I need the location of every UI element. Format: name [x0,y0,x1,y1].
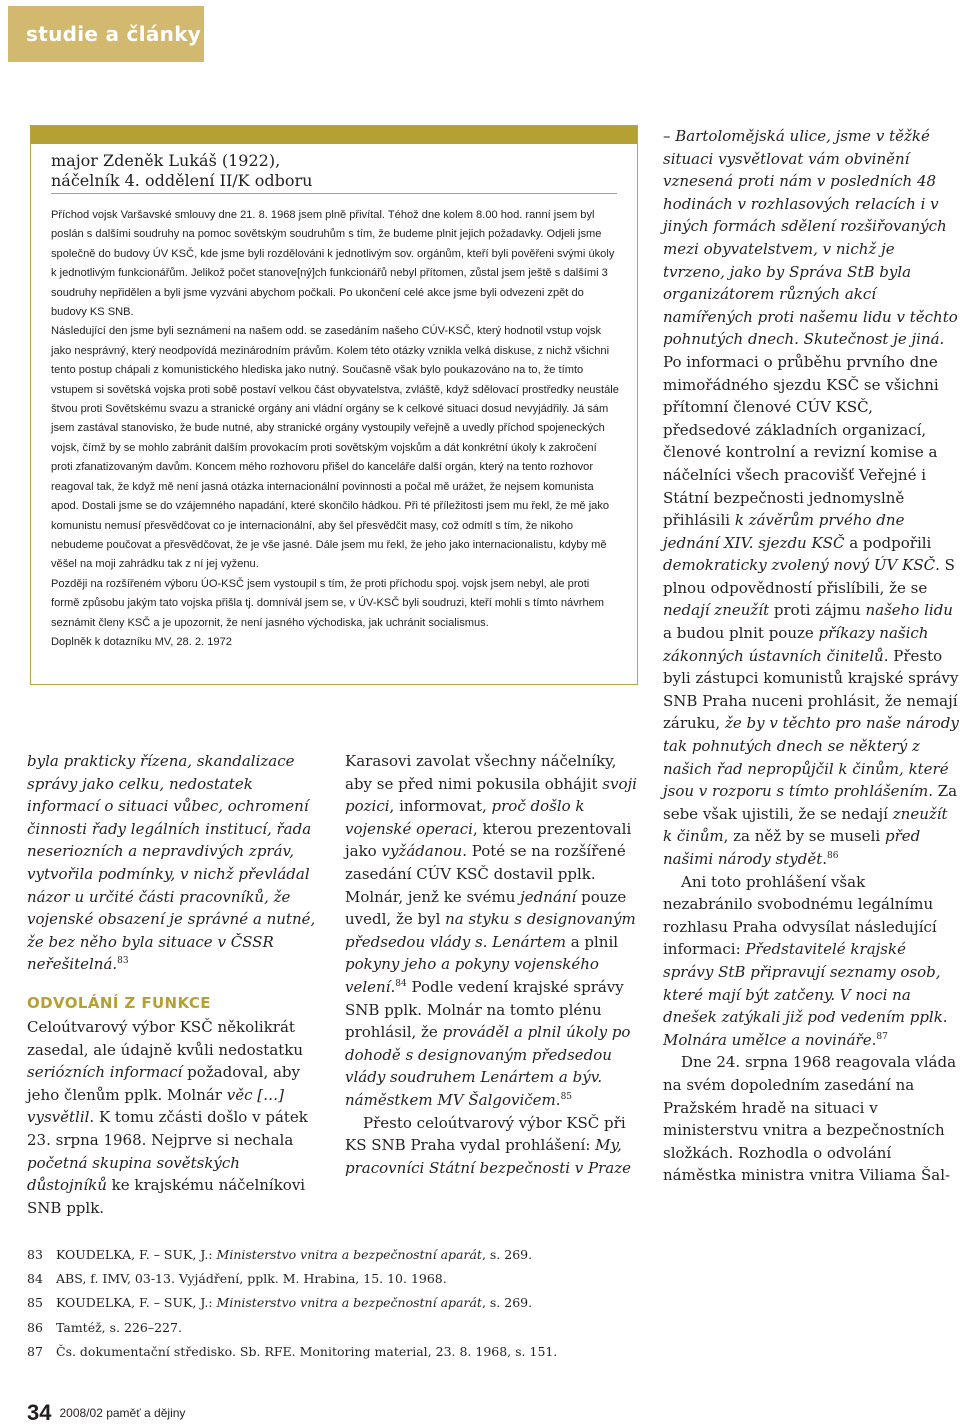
italic-run: k závěrům prvého dne jednání XIV. sjezdu KSČ [663,511,905,552]
document-box [30,125,638,685]
text-run: . [555,1090,561,1109]
text-run: Přesto celoútvarový výbor KSČ při KS SNB Praha vydal prohlášení: [345,1113,626,1155]
paragraph [663,125,959,871]
footnote-87 [27,1340,927,1364]
italic-run: věc […] vysvětlil [27,1085,284,1127]
italic-run: proč došlo k vojenské operaci [345,797,585,838]
italic-run: My, pracovníci Státní bezpečnosti v Praze [345,1136,632,1177]
section-heading: ODVOLÁNÍ Z FUNKCE [27,993,211,1012]
footnote-text [56,1243,532,1267]
footnote-ref-83: 83 [117,956,129,967]
column-2 [345,750,641,1179]
italic-run: – Bartolomějská ulice, jsme v těžké situaci vysvětlovat vám obvinění vznesená proti nám v posledních 48 hodinách v rozhlasových relacích i v jiných formách sdělení rozšiřovaných mezi obyvatelstvem, v nichž je tvrzeno, jako by Správa StB byla organizátorem různých akcí namířených proti našemu lidu v těchto pohnutých dnech. Skutečnost je jiná. [663,127,958,349]
text-run: KOUDELKA, F. – SUK, J.: [56,1295,217,1311]
text-run: Po informaci o průběhu prvního dne mimořádného sjezdu KSČ se všichni přítomní členové CÚV KSČ, předsedové základních organizací, členové kontrolní a revizní komise a náčelníci všech pracovišť Veřejné i Státní bezpečnosti jednomyslně přihlásili [663,352,939,530]
footnote-text [56,1340,557,1364]
text-run: Čs. dokumentační středisko. Sb. RFE. Monitoring material, 23. 8. 1968, s. 151. [56,1343,558,1359]
box-heading-role: náčelník 4. oddělení II/K odboru [51,171,313,190]
text-run: , s. 269. [481,1247,533,1262]
paragraph [663,871,959,1052]
text-run: Podle vedení krajské správy SNB pplk. Molnár na tomto plénu prohlásil, že [345,977,624,1042]
text-run: , kterou prezentovali jako [345,819,632,861]
box-paragraph-2: Následující den jsme byli seznámeni na našem odd. se zasedáním našeho CÚV-KSČ, který hodnotil vstup vojsk jako nesprávný, který neodpovídá mezinárodním právům. Kolem této otázky vznikla velká diskuse, z nichž všichni tento postup chápali z komunistického hlediska jako nutný. Současně však bylo poukazováno na to, že tímto vstupem si sovětská vojska proti sobě postaví velkou část obyvatelstva, zvláště, když sdělovací prostředky neustále štvou proti Sovětskému svazu a stranické orgány ani vládní orgány se k celkové situaci dosud nevyjádřily. Já sám jsem zastával stanovisko, že bude nutné, aby stranické orgány vystoupily veřejně a uvedly příchod spojeneckých vojsk, čímž by se mohlo zabránit dalším provokacím proti sovětským vojskům a dát konkrétní úkoly k zakročení proti zfanatizovaným davům. Koncem mého rozhovoru přišel do kanceláře další orgán, který na tento rozhovor reagoval tak, že když mě není jasná otázka internacionální povinnosti a počal mě urážet, že nejsem komunista apod. Dostali jsme se do vzájemného napadání, které skončilo hádkou. Při té příležitosti jsem mu řekl, že mě jako komunistu nemusí přesvědčovat co je internacionální, aby šel přesvědčit masy, což odmítl s tím, že nikoho nebudeme poučovat a přesvědčovat, že je vše jasné. Dále jsem mu řekl, že jeho jako internacionalistu, kdyby mě věšel na moji zahrádku tak z ní jej vyženu. [51,325,619,571]
box-header-bar [31,126,637,144]
footnote-86 [27,1316,927,1340]
footnote-number: 87 [27,1343,43,1359]
box-divider [51,193,617,194]
column-3 [663,125,959,1187]
footnote-number: 86 [27,1319,43,1335]
text-run: , s. 269. [481,1295,533,1311]
text-run: Dne 24. srpna 1968 reagovala vláda na svém dopoledním zasedání na Pražském hradě na situaci v ministerstvu vnitra a bezpečnostních složkách. Rozhodla o odvolání náměstka ministra vnitra Viliama Šal- [663,1053,957,1185]
text-run: , za něž by se museli [723,827,885,846]
text-run: požadoval, aby jeho členům pplk. Molnár [27,1063,300,1104]
footnote-ref-84: 84 [395,978,407,989]
box-text [51,206,619,652]
quote-text: byla prakticky řízena, skandalizace správy jako celku, nedostatek informací o situaci vůbec, ochromení činnosti řady legálních institucí, řada neseriozních a nepravdivých zpráv, vytvořila podmínky, v nichž převládal názor u určité části pracovníků, že vojenské obsazení je správné a nutné, že bez něho byla situace v ČSSR neřešitelná. [27,752,316,974]
italic-run: příkazy našich zákonných ústavních činitelů [663,624,929,665]
paragraph [663,1051,959,1187]
section-tab-label: studie a články [26,22,202,46]
text-run: . [871,1030,877,1049]
text-run: Tamtéž, s. 226–227. [56,1319,182,1335]
text-run: Ani toto prohlášení však nezabránilo svobodnému legálnímu rozhlasu Praha odvysílat následující informaci: [663,872,937,959]
footnote-number: 85 [27,1295,43,1311]
italic-run: vyžádanou [381,842,463,861]
text-run: . Přesto byli zástupci komunistů krajské správy SNB Praha nuceni prohlásit, že nemají záruku, [663,646,959,733]
footnote-85 [27,1291,927,1315]
text-run: . S plnou odpovědností přislíbili, že se [663,556,955,597]
italic-run: nedají zneužít [663,601,770,620]
text-run: , informovat, [389,797,492,816]
italic-run: našeho lidu [865,601,953,620]
footnotes [27,1243,927,1364]
column-1 [27,750,323,1219]
italic-run: že by v těchto pro naše národy tak pohnutých dnech se některý z našich řad nepropůjčil k činům, které jsou v rozporu s tímto prohlášením [663,714,959,801]
paragraph [345,750,641,1112]
journal-title: 2008/02 paměť a dějiny [59,1406,186,1420]
text-run: pouze uvedl, že byl [345,887,627,929]
italic-run: demokraticky zvolený nový ÚV KSČ [663,556,936,575]
text-run: Karasovi zavolat všechny náčelníky, aby se před nimi pokusila obhájit [345,752,617,793]
footnote-text [56,1316,182,1340]
page-number: 34 [27,1400,52,1425]
italic-run: Ministerstvo vnitra a bezpečnostní aparát [216,1295,482,1311]
italic-run: seriózních informací [27,1063,183,1082]
text-run: . Za sebe však ujistili, že se nedají [663,782,958,823]
footnote-ref-87: 87 [876,1031,888,1042]
footnote-84 [27,1267,927,1291]
italic-run: Ministerstvo vnitra a bezpečnostní aparát [216,1247,482,1262]
text-run: proti zájmu [769,601,866,620]
box-paragraph-3: Později na rozšířeném výboru ÚO-KSČ jsem vystoupil s tím, že proti příchodu spoj. vojsk jsem nebyl, ale proti formě způsobu jakým tato vojska přišla tj. domnívál jsem se, v ÚV-KSČ byli soudruzi, kteří mohli s tímto návrhem seznámit členy KSČ a je upozornit, že není jasného východiska, jak uchránit socialismus. [51,577,605,629]
text-run: ke krajskému náčelníkovi SNB pplk. [27,1176,306,1217]
footnote-83 [27,1243,927,1267]
text-run: . K tomu zčásti došlo v pátek 23. srpna 1968. Nejprve si nechala [27,1108,308,1149]
footnote-number: 84 [27,1271,43,1287]
italic-run: početná skupina sovětských důstojníků [27,1153,240,1195]
footnote-text [56,1291,532,1315]
italic-run: svoji pozici [345,774,637,816]
text-run: a podpořili [844,533,932,552]
box-source: Doplněk k dotazníku MV, 28. 2. 1972 [51,635,232,648]
quote-paragraph [27,750,323,976]
page-footer [27,1400,185,1426]
footnote-ref-86: 86 [827,851,839,861]
footnote-ref-85: 85 [560,1091,573,1102]
section-tab [8,6,204,62]
paragraph [27,1016,323,1219]
text-run: ABS, f. IMV, 03-13. Vyjádření, pplk. M. Hrabina, 15. 10. 1968. [56,1271,447,1287]
footnote-number: 83 [27,1247,43,1262]
box-heading [51,151,611,191]
italic-run: Představitelé krajské správy StB připravují seznamy osob, které mají být zatčeny. V noci na dnešek zatýkali již pod vedením pplk. Molnára umělce a novináře [663,940,948,1049]
italic-run: před našimi národy stydět [663,827,921,868]
italic-run: jednání [520,887,577,906]
box-heading-name: major Zdeněk Lukáš (1922), [51,151,281,170]
text-run: Celoútvarový výbor KSČ několikrát zasedal, ale údajně kvůli nedostatku [27,1017,304,1059]
text-run: . Poté se na rozšířené zasedání CÚV KSČ dostavil pplk. Molnár, jenž ke svému [345,842,626,906]
paragraph [345,1112,641,1180]
text-run: a budou plnit pouze [663,624,819,643]
text-run: . [390,977,396,996]
italic-run: pokyny jeho a pokyny vojenského velení [345,955,599,996]
italic-run: prováděl a plnil úkoly po dohodě s designovaným předsedou vlády soudruhem Lenártem a býv. náměstkem MV Šalgovičem [345,1023,631,1109]
text-run: . [822,850,828,868]
italic-run: zneužít k činům [663,804,948,846]
italic-run: na styku s designovaným předsedou vlády s. Lenártem [345,910,636,951]
text-run: a plnil [565,932,619,951]
box-paragraph-1: Příchod vojsk Varšavské smlouvy dne 21. 8. 1968 jsem plně přivítal. Téhož dne kolem 8.00 hod. ranní jsem byl poslán s dalšími soudruhy na pomoc sovětským soudruhům s tím, že budeme plnit jejich požadavky. Odjeli jsme společně do budovy ÚV KSČ, kde jsme byli rozdělováni k jednotlivým sov. orgánům, kteří byli pověřeni svými úkoly k jednotlivým funkcionářům. Jelikož počet stanove[ný]ch funkcionářů nebyl přítomen, zůstal jsem ještě s dalšími 3 soudruhy nepřidělen a byli jsme vyzváni abychom počkali. Po ukončení celé akce jsme byli odvezeni zpět do budovy KS SNB. [51,209,615,319]
footnote-text [56,1267,447,1291]
text-run: KOUDELKA, F. – SUK, J.: [56,1247,217,1262]
